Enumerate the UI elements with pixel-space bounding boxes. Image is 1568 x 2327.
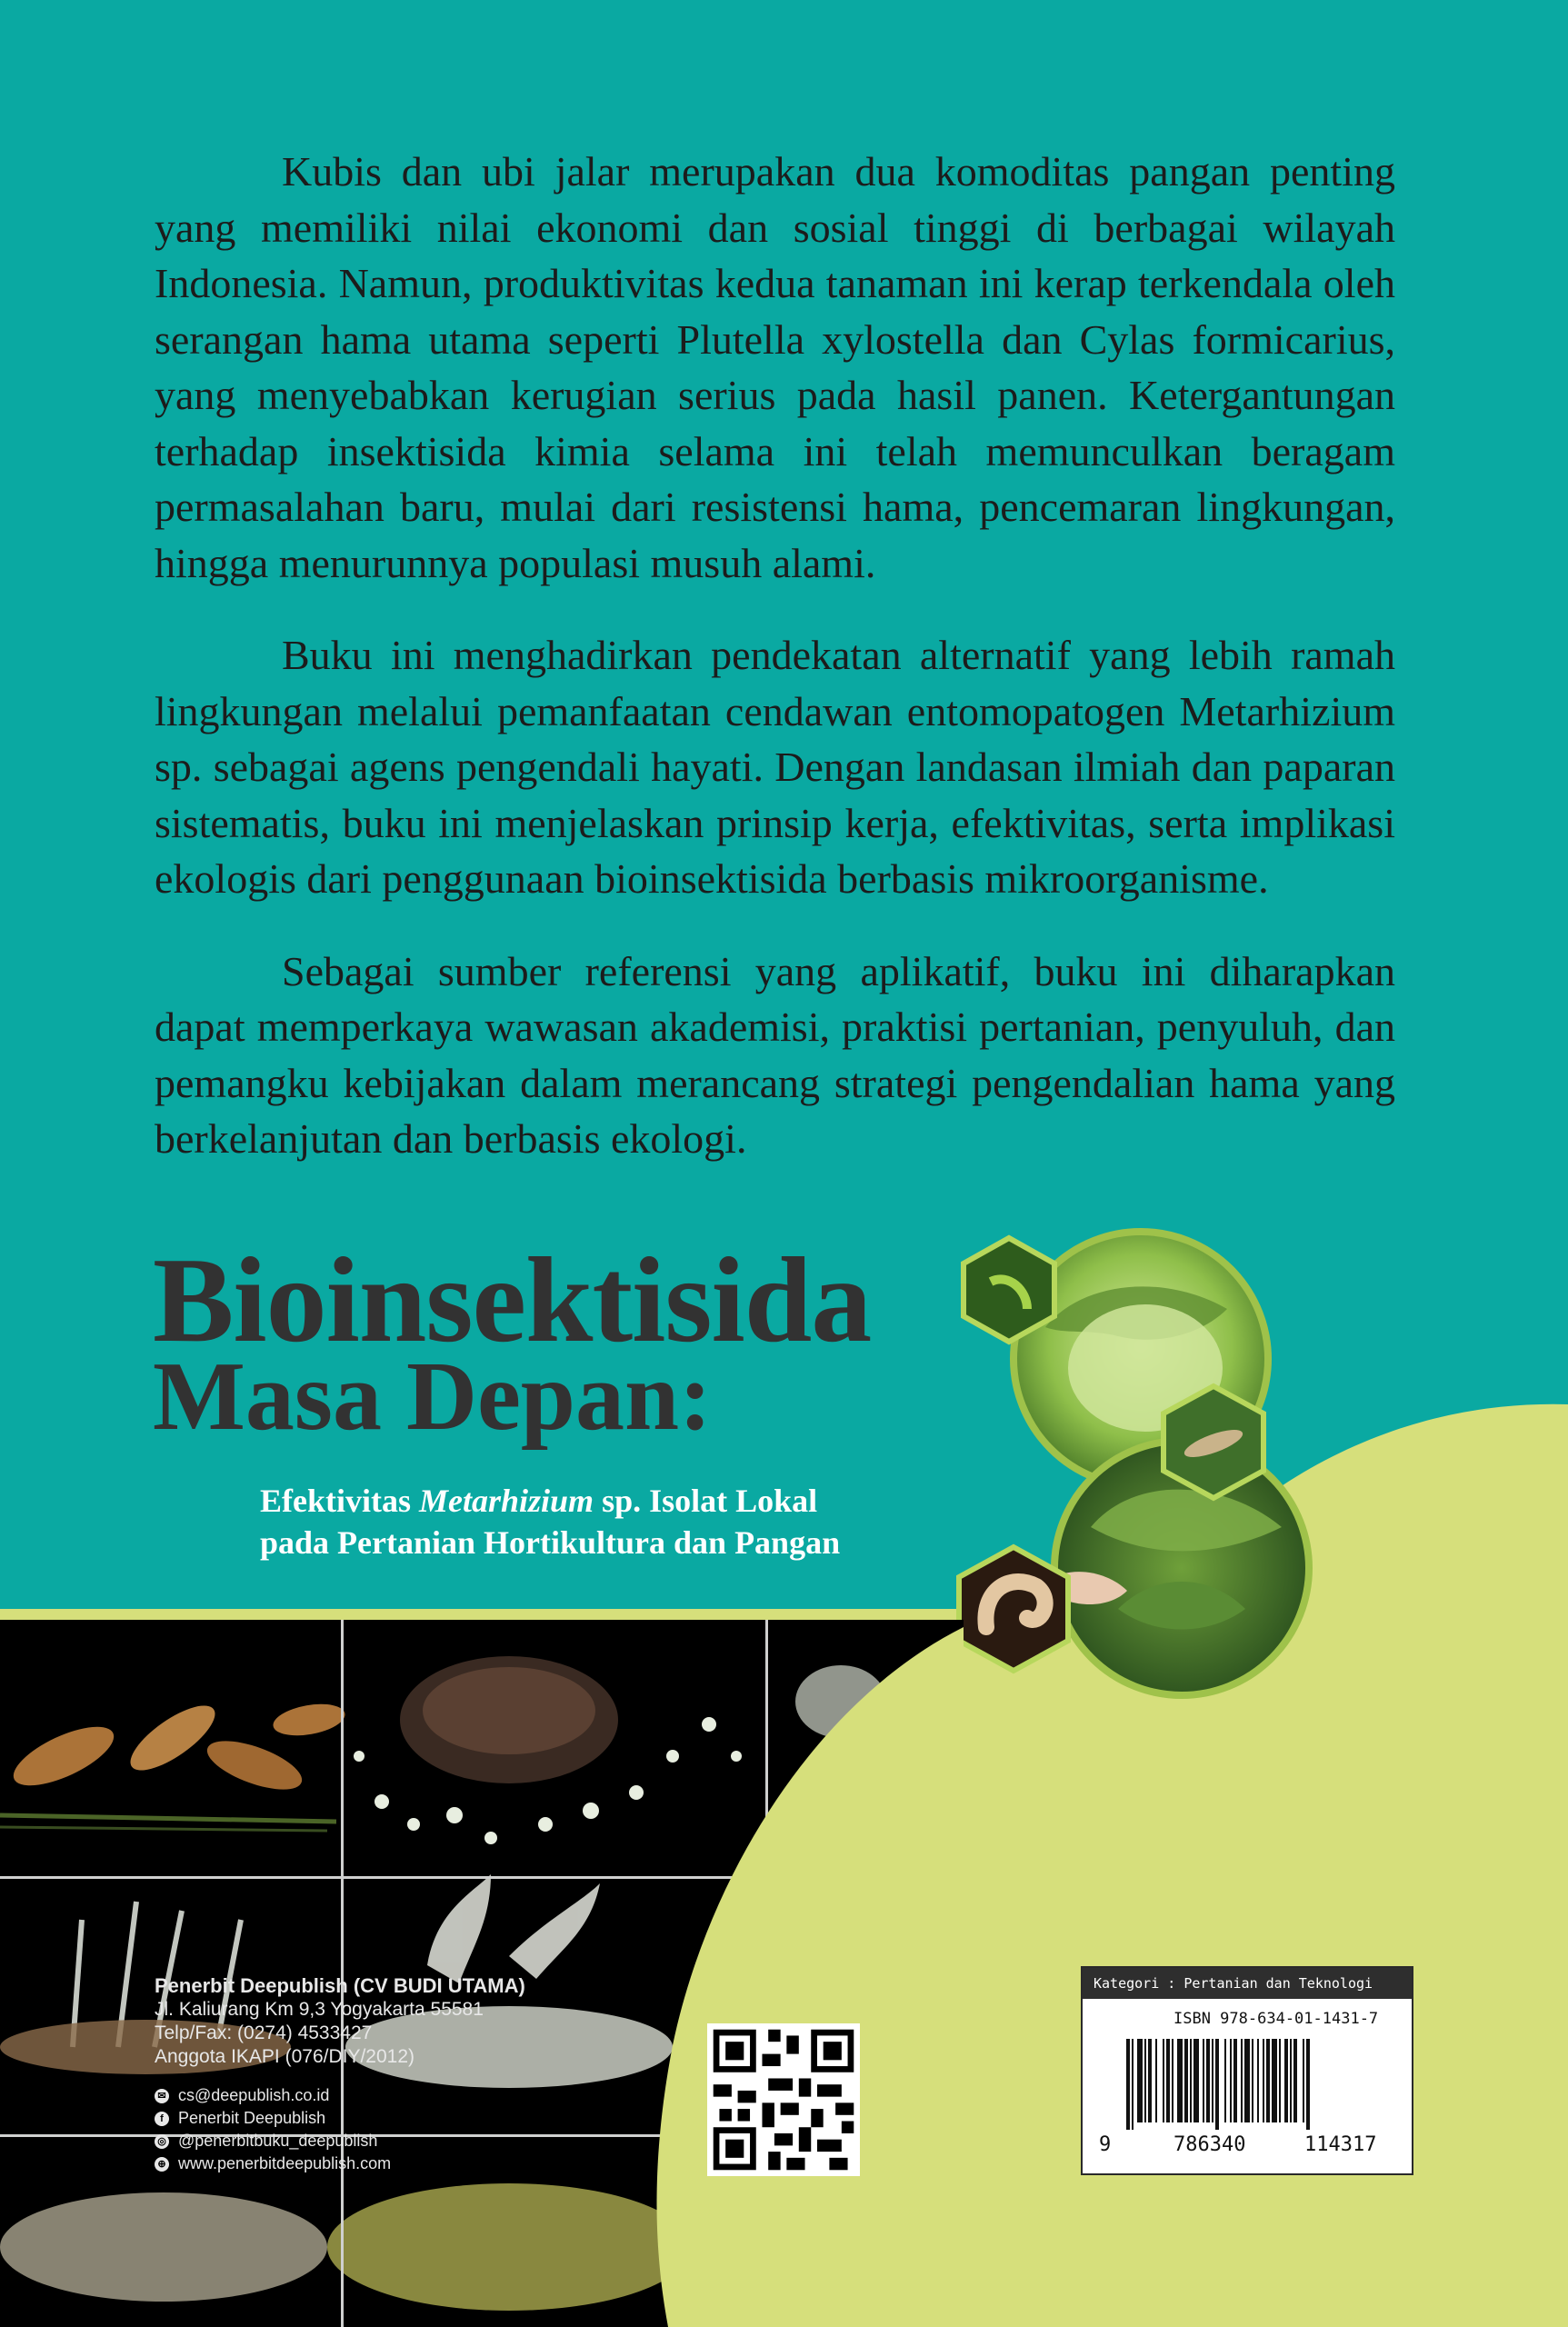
barcode-bar (1257, 2039, 1259, 2122)
barcode-digits-group-2: 114317 (1304, 2133, 1377, 2156)
subtitle-line-2: pada Pertanian Hortikultura dan Pangan (260, 1524, 841, 1561)
contact-website: ⊕ www.penerbitdeepublish.com (155, 2154, 391, 2173)
email-icon: ✉ (155, 2089, 169, 2103)
book-category: Kategori : Pertanian dan Teknologi (1083, 1968, 1412, 1999)
barcode-bar (1263, 2039, 1264, 2122)
barcode-digit-first: 9 (1099, 2133, 1112, 2156)
barcode-bar (1132, 2039, 1134, 2130)
barcode-bar (1252, 2039, 1253, 2122)
contact-instagram: ◎ @penerbitbuku_deepublish (155, 2132, 377, 2151)
contact-facebook: f Penerbit Deepublish (155, 2109, 325, 2128)
publisher-address: Jl. Kaliurang Km 9,3 Yogyakarta 55581 (155, 1999, 484, 2020)
barcode-bar (1266, 2039, 1270, 2122)
barcode-bar (1212, 2039, 1213, 2122)
blurb-paragraph-3: Sebagai sumber referensi yang aplikatif, buku ini diharapkan dapat memperkaya wawasan akademisi, praktisi pertanian, penyuluh, dan pemangku kebijakan dalam merancang strategi pengendalian hama yang berkelanjutan dan berbasis ekologi. (155, 947, 1395, 1162)
barcode-bar (1190, 2039, 1192, 2122)
barcode-bar (1306, 2039, 1310, 2130)
isbn-number: ISBN 978-634-01-1431-7 (1174, 2010, 1379, 2028)
barcode-bar (1241, 2039, 1243, 2122)
barcode-bar (1172, 2039, 1174, 2122)
barcode-bar (1155, 2039, 1157, 2122)
barcode-bar (1137, 2039, 1143, 2122)
barcode-digits-group-1: 786340 (1174, 2133, 1246, 2156)
barcode-bar (1148, 2039, 1152, 2122)
barcode-bar (1272, 2039, 1277, 2122)
barcode-bar (1126, 2039, 1130, 2130)
book-title-line-2: Masa Depan: (153, 1343, 712, 1451)
facebook-icon: f (155, 2112, 169, 2126)
barcode-bar (1184, 2039, 1188, 2122)
barcode-bar (1193, 2039, 1199, 2122)
barcode-bar (1230, 2039, 1232, 2122)
book-title-line-1: Bioinsektisida (153, 1233, 872, 1367)
isbn-barcode-box (1081, 1966, 1413, 2175)
barcode-bar (1203, 2039, 1204, 2122)
barcode-bar (1233, 2039, 1237, 2122)
instagram-icon: ◎ (155, 2134, 169, 2149)
qr-code (707, 2023, 860, 2176)
barcode-bar (1215, 2039, 1219, 2130)
barcode-bar (1206, 2039, 1210, 2122)
barcode-bar (1284, 2039, 1288, 2122)
barcode-bar (1144, 2039, 1146, 2122)
subtitle-line-1: Efektivitas Metarhizium sp. Isolat Lokal (260, 1483, 818, 1519)
barcode-bar (1163, 2039, 1164, 2122)
publisher-member: Anggota IKAPI (076/DIY/2012) (155, 2046, 415, 2067)
qr-pattern (707, 2023, 860, 2176)
barcode-bar (1303, 2039, 1304, 2122)
blurb-paragraph-2: Buku ini menghadirkan pendekatan alternatif yang lebih ramah lingkungan melalui pemanfaatan cendawan entomopatogen Metarhizium sp. sebagai agens pengendali hayati. Dengan landasan ilmiah dan paparan sistematis, buku ini menjelaskan prinsip kerja, efektivitas, serta implikasi ekologis dari penggunaan bioinsektisida berbasis mikroorganisme. (155, 632, 1395, 902)
barcode-bar (1290, 2039, 1292, 2122)
publisher-info (155, 1974, 525, 2069)
barcode-bar (1244, 2039, 1250, 2122)
barcode (1126, 2039, 1395, 2130)
publisher-phone: Telp/Fax: (0274) 4533427 (155, 2022, 373, 2043)
barcode-bar (1166, 2039, 1170, 2122)
contact-email: ✉ cs@deepublish.co.id (155, 2086, 329, 2105)
globe-icon: ⊕ (155, 2157, 169, 2172)
barcode-bar (1293, 2039, 1297, 2122)
barcode-bar (1279, 2039, 1281, 2122)
barcode-bar (1177, 2039, 1183, 2122)
blurb-paragraph-1: Kubis dan ubi jalar merupakan dua komoditas pangan penting yang memiliki nilai ekonomi dan sosial tinggi di berbagai wilayah Indonesia. Namun, produktivitas kedua tanaman ini kerap terkendala oleh serangan hama utama seperti Plutella xylostella dan Cylas formicarius, yang menyebabkan kerugian serius pada hasil panen. Ketergantungan terhadap insektisida kimia selama ini telah memunculkan beragam permasalahan baru, mulai dari resistensi hama, pencemaran lingkungan, hingga menurunnya populasi musuh alami. (155, 148, 1395, 586)
publisher-name: Penerbit Deepublish (CV BUDI UTAMA) (155, 1974, 525, 1997)
barcode-bar (1224, 2039, 1226, 2122)
